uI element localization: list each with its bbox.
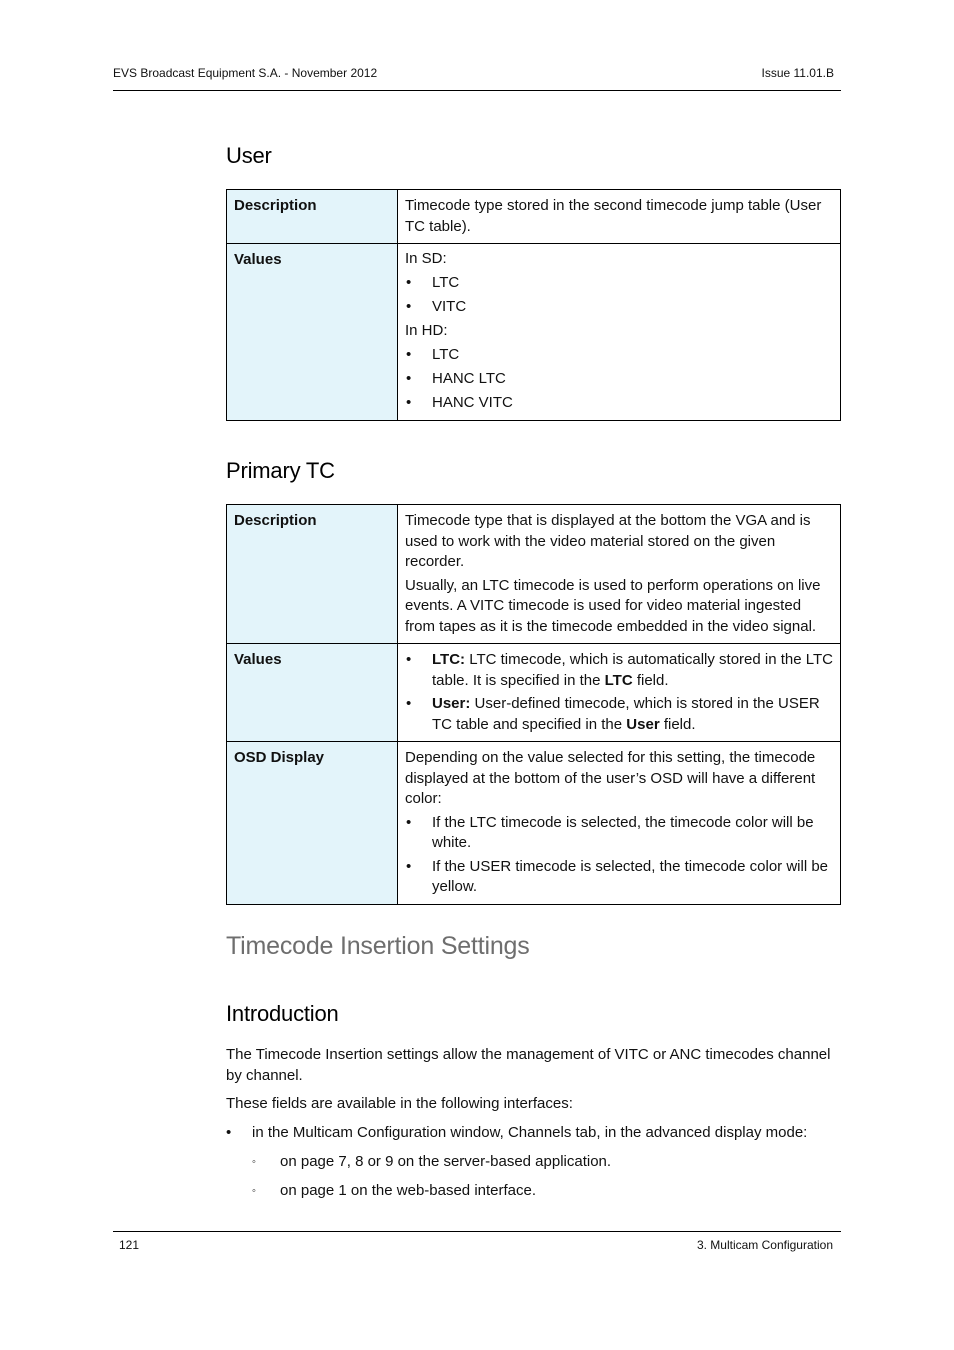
field-ref: LTC — [604, 671, 633, 689]
values-list — [405, 650, 834, 735]
osd-display-value — [398, 742, 841, 905]
item-text: field. — [632, 671, 669, 689]
list-item: • LTC — [405, 343, 834, 367]
header-rule — [113, 90, 841, 91]
footer-rule — [113, 1231, 841, 1232]
sub-bullet-text: on page 1 on the web-based interface. — [280, 1182, 537, 1199]
osd-text: Depending on the value selected for this setting, the timecode displayed at the bottom of the user’s OSD will have a different color: — [405, 749, 816, 807]
list-item — [405, 694, 834, 735]
values-label: Values — [227, 644, 398, 742]
values-label: Values — [227, 244, 398, 421]
bullet-text: in the Multicam Configuration window, Channels tab, in the advanced display mode: — [252, 1124, 808, 1141]
user-heading: User — [226, 143, 272, 168]
header-issue: Issue 11.01.B — [761, 66, 834, 80]
table-row — [227, 244, 841, 421]
values-value — [398, 244, 841, 421]
primary-tc-table — [226, 504, 841, 905]
introduction-heading: Introduction — [226, 1001, 339, 1026]
item-text: field. — [659, 715, 696, 733]
values-value — [398, 644, 841, 742]
list-item: • If the LTC timecode is selected, the timecode color will be white. — [405, 813, 834, 854]
osd-list — [405, 813, 834, 898]
list-item: • VITC — [405, 295, 834, 319]
description-paragraph: Usually, an LTC timecode is used to perform operations on live events. A VITC timecode is used for video material ingested from tapes as it is the timecode embedded in the video signal. — [405, 576, 821, 635]
paragraph-text: The Timecode Insertion settings allow the management of VITC or ANC timecodes channel by channel. — [226, 1046, 831, 1084]
osd-display-label: OSD Display — [227, 742, 398, 905]
user-table — [226, 189, 841, 421]
list-item: • If the USER timecode is selected, the timecode color will be yellow. — [405, 857, 834, 898]
description-value — [398, 190, 841, 244]
list-item: • HANC VITC — [405, 391, 834, 415]
list-item: • HANC LTC — [405, 367, 834, 391]
table-row — [227, 742, 841, 905]
timecode-insertion-heading: Timecode Insertion Settings — [226, 932, 530, 960]
table-row — [227, 505, 841, 644]
table-row — [227, 644, 841, 742]
sub-bullet-text: on page 7, 8 or 9 on the server-based application. — [280, 1153, 612, 1170]
paragraph-text: These fields are available in the following interfaces: — [226, 1095, 573, 1112]
interfaces-paragraph — [226, 1094, 841, 1115]
description-label: Description — [227, 505, 398, 644]
primary-tc-heading: Primary TC — [226, 458, 335, 483]
intro-paragraph — [226, 1045, 841, 1086]
item-text: LTC timecode, which is automatically stored in the LTC table. It is specified in the — [432, 651, 833, 689]
list-item — [405, 650, 834, 691]
hd-list — [405, 343, 834, 415]
description-value — [398, 505, 841, 644]
description-paragraph: Timecode type that is displayed at the bottom the VGA and is used to work with the video material stored on the given recorder. — [405, 512, 811, 570]
item-text: User-defined timecode, which is stored in the USER TC table and specified in the — [432, 695, 820, 733]
table-row — [227, 190, 841, 244]
description-label: Description — [227, 190, 398, 244]
sd-label: In SD: — [405, 250, 447, 267]
page-header — [113, 66, 841, 80]
sub-bullet-marker: ◦ — [252, 1185, 256, 1197]
term: LTC: — [432, 651, 466, 668]
hd-label: In HD: — [405, 322, 448, 339]
header-publisher: EVS Broadcast Equipment S.A. - November 2012 — [113, 66, 378, 80]
sd-list — [405, 271, 834, 319]
footer-chapter: 3. Multicam Configuration — [696, 1238, 833, 1252]
field-ref: User — [626, 715, 660, 733]
term: User: — [432, 695, 471, 712]
page-number: 121 — [119, 1238, 140, 1252]
list-item: • LTC — [405, 271, 834, 295]
bullet-marker: • — [226, 1124, 232, 1141]
sub-bullet-marker: ◦ — [252, 1156, 256, 1168]
description-text: Timecode type stored in the second timecode jump table (User TC table). — [405, 197, 822, 235]
